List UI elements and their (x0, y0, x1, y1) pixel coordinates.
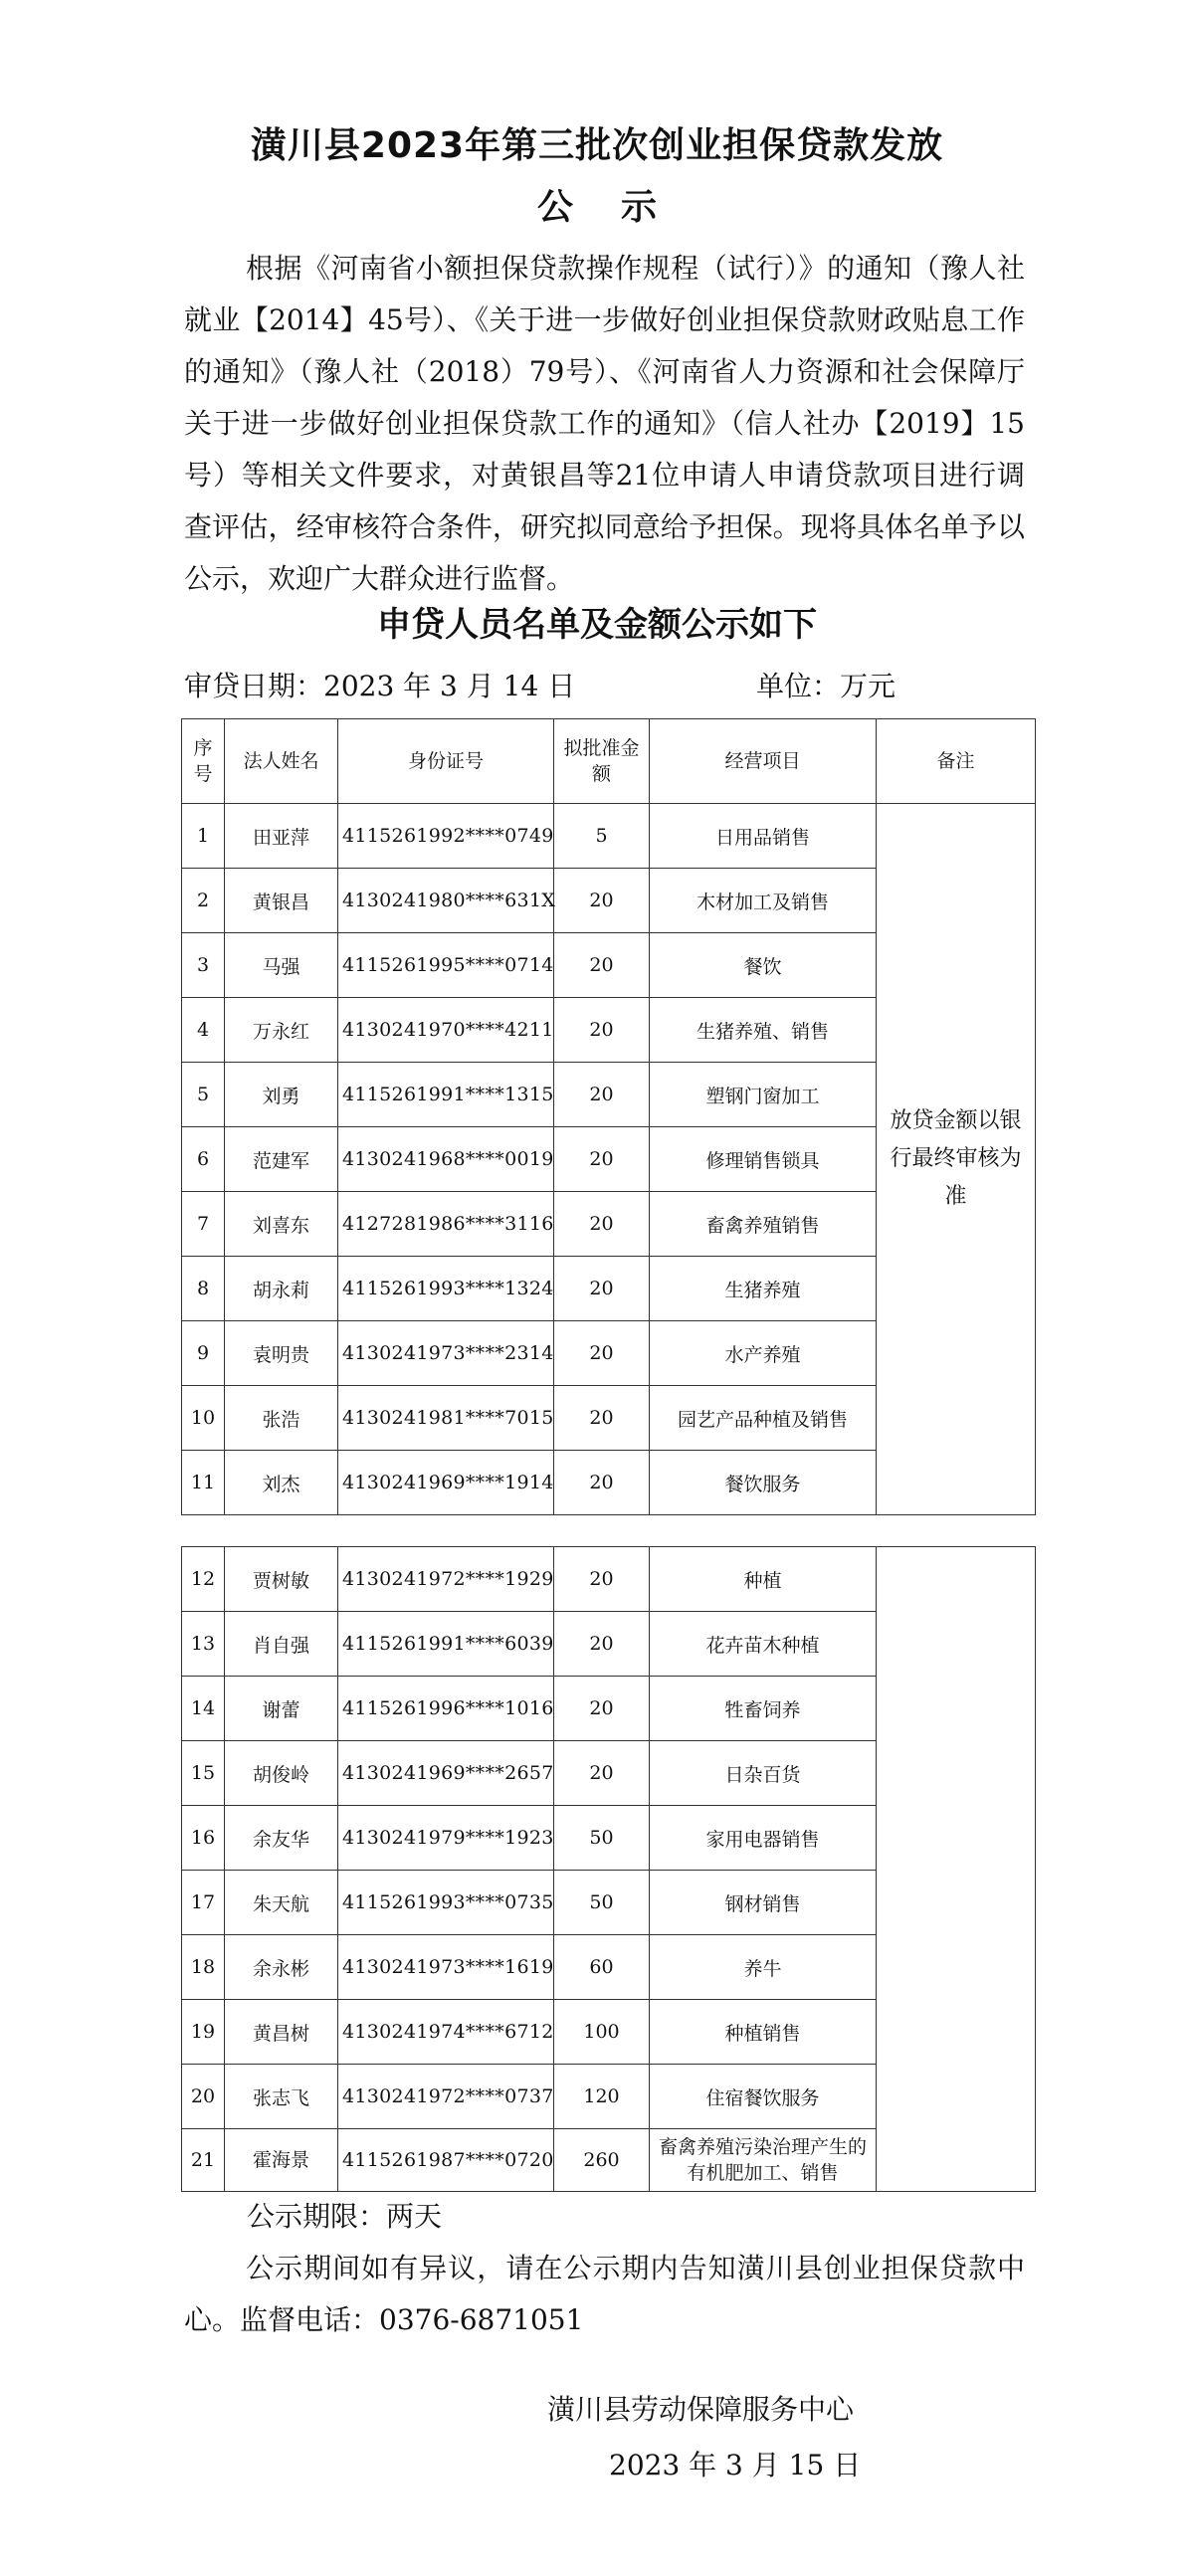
name-cell: 范建军 (225, 1127, 338, 1192)
id-cell: 4130241970****4211 (338, 998, 554, 1063)
seq-cell: 6 (182, 1127, 225, 1192)
header-seq: 序号 (182, 719, 225, 804)
id-cell: 4130241981****7015 (338, 1386, 554, 1451)
seq-cell: 1 (182, 804, 225, 869)
notice-period: 公示期限：两天 (247, 2200, 443, 2233)
amount-cell: 50 (554, 1871, 650, 1935)
name-cell: 黄昌树 (225, 2000, 338, 2065)
id-cell: 4115261995****0714 (338, 933, 554, 998)
project-cell: 家用电器销售 (650, 1806, 877, 1871)
name-cell: 谢蕾 (225, 1677, 338, 1741)
project-cell: 住宿餐饮服务 (650, 2065, 877, 2129)
name-cell: 胡永莉 (225, 1257, 338, 1321)
amount-cell: 20 (554, 933, 650, 998)
id-cell: 4130241969****1914 (338, 1451, 554, 1515)
seq-cell: 12 (182, 1547, 225, 1612)
amount-unit: 单位：万元 (756, 670, 896, 702)
seq-cell: 3 (182, 933, 225, 998)
seq-cell: 7 (182, 1192, 225, 1257)
name-cell: 余永彬 (225, 1935, 338, 2000)
remark-cell: 放贷金额以银行最终审核为准 (877, 804, 1036, 1515)
amount-cell: 20 (554, 1127, 650, 1192)
seq-cell: 20 (182, 2065, 225, 2129)
id-cell: 4130241973****2314 (338, 1321, 554, 1386)
meta-line (184, 665, 1025, 704)
amount-cell: 20 (554, 1547, 650, 1612)
seq-cell: 4 (182, 998, 225, 1063)
id-cell: 4115261993****1324 (338, 1257, 554, 1321)
id-cell: 4115261991****1315 (338, 1063, 554, 1127)
id-cell: 4130241972****1929 (338, 1547, 554, 1612)
table-header-row (182, 719, 1036, 804)
project-cell: 园艺产品种植及销售 (650, 1386, 877, 1451)
name-cell: 田亚萍 (225, 804, 338, 869)
amount-cell: 20 (554, 1257, 650, 1321)
seq-cell: 13 (182, 1612, 225, 1677)
header-project: 经营项目 (650, 719, 877, 804)
project-cell: 木材加工及销售 (650, 869, 877, 933)
id-cell: 4115261992****0749 (338, 804, 554, 869)
seq-cell: 9 (182, 1321, 225, 1386)
doc-title: 潢川县2023年第三批次创业担保贷款发放 (250, 125, 944, 166)
amount-cell: 100 (554, 2000, 650, 2065)
issue-date: 2023 年 3 月 15 日 (609, 2449, 862, 2481)
seq-cell: 19 (182, 2000, 225, 2065)
project-cell: 日用品销售 (650, 804, 877, 869)
amount-cell: 50 (554, 1806, 650, 1871)
project-cell: 钢材销售 (650, 1871, 877, 1935)
project-cell: 日杂百货 (650, 1741, 877, 1806)
project-cell: 养牛 (650, 1935, 877, 2000)
id-cell: 4130241972****0737 (338, 2065, 554, 2129)
seq-cell: 2 (182, 869, 225, 933)
amount-cell: 260 (554, 2129, 650, 2192)
name-cell: 万永红 (225, 998, 338, 1063)
amount-cell: 20 (554, 869, 650, 933)
amount-cell: 20 (554, 1677, 650, 1741)
seq-cell: 11 (182, 1451, 225, 1515)
amount-cell: 20 (554, 1741, 650, 1806)
id-cell: 4115261993****0735 (338, 1871, 554, 1935)
objection-paragraph: 公示期间如有异议，请在公示期内告知潢川县创业担保贷款中心。监督电话：0376-6871051 (184, 2252, 1025, 2336)
seq-cell: 16 (182, 1806, 225, 1871)
project-cell: 修理销售锁具 (650, 1127, 877, 1192)
amount-cell: 120 (554, 2065, 650, 2129)
name-cell: 刘杰 (225, 1451, 338, 1515)
name-cell: 张志飞 (225, 2065, 338, 2129)
seq-cell: 18 (182, 1935, 225, 2000)
header-id: 身份证号 (338, 719, 554, 804)
id-cell: 4127281986****3116 (338, 1192, 554, 1257)
intro-paragraph: 根据《河南省小额担保贷款操作规程（试行）》的通知（豫人社就业【2014】45号）、《关于进一步做好创业担保贷款财政贴息工作的通知》（豫人社（2018）79号）、《河南省人力资源和社会保障厅关于进一步做好创业担保贷款工作的通知》（信人社办【2019】15号）等相关文件要求，对黄银昌等21位申请人申请贷款项目进行调查评估，经审核符合条件，研究拟同意给予担保。现将具体名单予以公示，欢迎广大群众进行监督。 (184, 252, 1025, 595)
header-amount: 拟批准金额 (554, 719, 650, 804)
amount-cell: 20 (554, 1321, 650, 1386)
name-cell: 霍海景 (225, 2129, 338, 2192)
project-cell: 塑钢门窗加工 (650, 1063, 877, 1127)
id-cell: 4130241973****1619 (338, 1935, 554, 2000)
amount-cell: 20 (554, 1451, 650, 1515)
table-row (182, 1547, 1036, 1612)
project-cell: 畜禽养殖销售 (650, 1192, 877, 1257)
name-cell: 袁明贵 (225, 1321, 338, 1386)
name-cell: 张浩 (225, 1386, 338, 1451)
loan-table-part2 (181, 1546, 1036, 2192)
issuing-org: 潢川县劳动保障服务中心 (547, 2393, 855, 2426)
table-row (182, 804, 1036, 869)
name-cell: 朱天航 (225, 1871, 338, 1935)
seq-cell: 21 (182, 2129, 225, 2192)
name-cell: 肖自强 (225, 1612, 338, 1677)
name-cell: 贾树敏 (225, 1547, 338, 1612)
loan-table-part1 (181, 718, 1036, 1515)
seq-cell: 14 (182, 1677, 225, 1741)
name-cell: 余友华 (225, 1806, 338, 1871)
id-cell: 4115261996****1016 (338, 1677, 554, 1741)
id-cell: 4130241969****2657 (338, 1741, 554, 1806)
header-name: 法人姓名 (225, 719, 338, 804)
seq-cell: 15 (182, 1741, 225, 1806)
project-cell: 种植 (650, 1547, 877, 1612)
id-cell: 4130241974****6712 (338, 2000, 554, 2065)
doc-title-notice: 公示 (536, 187, 704, 228)
seq-cell: 8 (182, 1257, 225, 1321)
project-cell: 花卉苗木种植 (650, 1612, 877, 1677)
id-cell: 4115261987****0720 (338, 2129, 554, 2192)
amount-cell: 20 (554, 1386, 650, 1451)
project-cell: 餐饮服务 (650, 1451, 877, 1515)
amount-cell: 60 (554, 1935, 650, 2000)
project-cell: 畜禽养殖污染治理产生的有机肥加工、销售 (650, 2129, 877, 2192)
name-cell: 胡俊岭 (225, 1741, 338, 1806)
project-cell: 生猪养殖 (650, 1257, 877, 1321)
seq-cell: 17 (182, 1871, 225, 1935)
project-cell: 种植销售 (650, 2000, 877, 2065)
id-cell: 4130241980****631X (338, 869, 554, 933)
project-cell: 水产养殖 (650, 1321, 877, 1386)
name-cell: 黄银昌 (225, 869, 338, 933)
id-cell: 4115261991****6039 (338, 1612, 554, 1677)
list-subtitle: 申贷人员名单及金额公示如下 (377, 605, 817, 645)
amount-cell: 20 (554, 998, 650, 1063)
project-cell: 牲畜饲养 (650, 1677, 877, 1741)
review-date: 审贷日期：2023 年 3 月 14 日 (184, 670, 576, 702)
name-cell: 刘勇 (225, 1063, 338, 1127)
id-cell: 4130241979****1923 (338, 1806, 554, 1871)
amount-cell: 20 (554, 1063, 650, 1127)
name-cell: 马强 (225, 933, 338, 998)
header-remark: 备注 (877, 719, 1036, 804)
seq-cell: 5 (182, 1063, 225, 1127)
project-cell: 餐饮 (650, 933, 877, 998)
name-cell: 刘喜东 (225, 1192, 338, 1257)
amount-cell: 5 (554, 804, 650, 869)
amount-cell: 20 (554, 1192, 650, 1257)
amount-cell: 20 (554, 1612, 650, 1677)
id-cell: 4130241968****0019 (338, 1127, 554, 1192)
project-cell: 生猪养殖、销售 (650, 998, 877, 1063)
remark-cell-empty (877, 1547, 1036, 2192)
seq-cell: 10 (182, 1386, 225, 1451)
